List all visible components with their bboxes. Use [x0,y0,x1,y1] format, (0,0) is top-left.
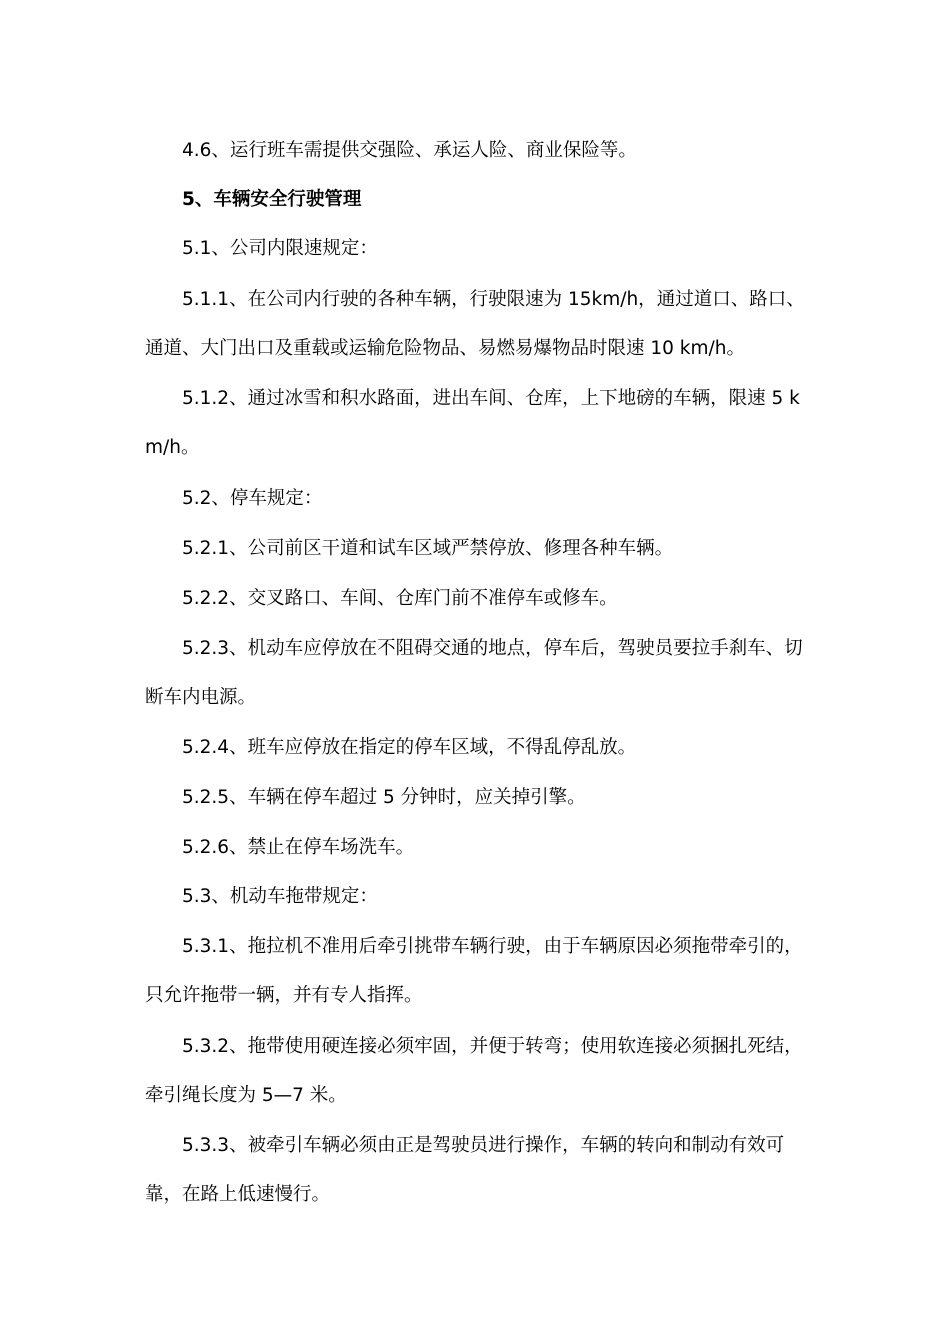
paragraph-5-2-1: 5.2.1、公司前区干道和试车区域严禁停放、修理各种车辆。 [182,538,674,559]
paragraph-4-6: 4.6、运行班车需提供交强险、承运人险、商业保险等。 [182,140,637,161]
paragraph-5-1-1: 5.1.1、在公司内行驶的各种车辆，行驶限速为 15km/h，通过道口、路口、通道、大门出口及重载或运输危险物品、易燃易爆物品时限速 10 km/h。 [145,289,805,359]
paragraph-5-3-3: 5.3.3、被牵引车辆必须由正是驾驶员进行操作，车辆的转向和制动有效可靠，在路上低速慢行。 [145,1135,785,1205]
section-heading-5: 5、车辆安全行驶管理 [182,189,362,210]
paragraph-5-2: 5.2、停车规定： [182,488,323,509]
paragraph-5-2-5: 5.2.5、车辆在停车超过 5 分钟时，应关掉引擎。 [182,787,586,808]
paragraph-5-2-4: 5.2.4、班车应停放在指定的停车区域，不得乱停乱放。 [182,737,637,758]
paragraph-5-1-2: 5.1.2、通过冰雪和积水路面，进出车间、仓库，上下地磅的车辆，限速 5 km/h。 [145,388,800,458]
paragraph-5-1: 5.1、公司内限速规定： [182,238,378,259]
paragraph-5-2-6: 5.2.6、禁止在停车场洗车。 [182,837,415,858]
paragraph-5-3-1: 5.3.1、拖拉机不准用后牵引挑带车辆行驶，由于车辆原因必须拖带牵引的，只允许拖带一辆，并有专人指挥。 [145,936,803,1006]
paragraph-5-2-3: 5.2.3、机动车应停放在不阻碍交通的地点，停车后，驾驶员要拉手刹车、切断车内电源。 [145,638,803,708]
paragraph-5-3-2: 5.3.2、拖带使用硬连接必须牢固，并便于转弯；使用软连接必须捆扎死结，牵引绳长度为 5—7 米。 [145,1036,803,1106]
paragraph-5-3: 5.3、机动车拖带规定： [182,886,378,907]
paragraph-5-2-2: 5.2.2、交叉路口、车间、仓库门前不准停车或修车。 [182,588,618,609]
